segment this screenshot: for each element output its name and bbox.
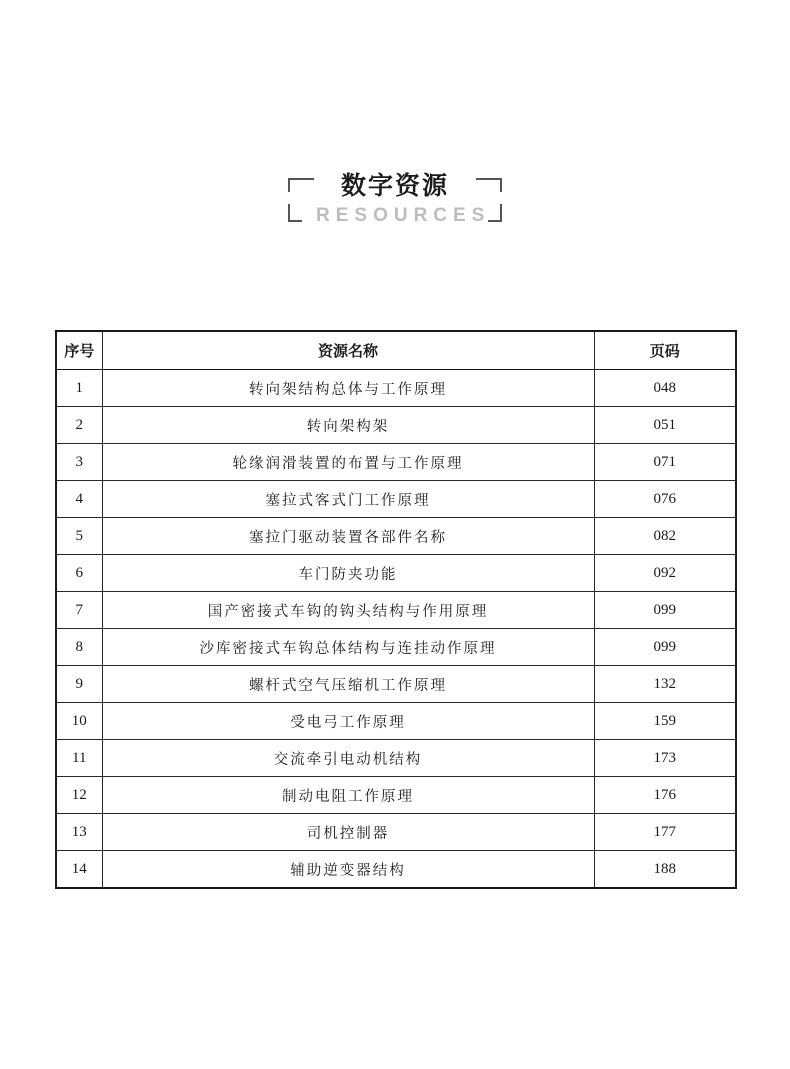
table-row <box>56 407 736 444</box>
page-number: 188 <box>594 851 736 889</box>
resource-name: 转向架结构总体与工作原理 <box>102 370 594 407</box>
row-number: 8 <box>56 629 102 666</box>
resources-table <box>55 330 737 889</box>
resource-name: 塞拉门驱动装置各部件名称 <box>102 518 594 555</box>
resource-name: 交流牵引电动机结构 <box>102 740 594 777</box>
table-row <box>56 851 736 889</box>
row-number: 12 <box>56 777 102 814</box>
resource-name: 转向架构架 <box>102 407 594 444</box>
resource-name: 车门防夹功能 <box>102 555 594 592</box>
page-number: 071 <box>594 444 736 481</box>
row-number: 11 <box>56 740 102 777</box>
row-number: 5 <box>56 518 102 555</box>
corner-bracket-bottom-right <box>488 204 502 222</box>
table-row <box>56 629 736 666</box>
page-number: 173 <box>594 740 736 777</box>
column-header-page: 页码 <box>594 331 736 370</box>
page-number: 099 <box>594 592 736 629</box>
page-number: 092 <box>594 555 736 592</box>
table-header-row <box>56 331 736 370</box>
section-heading <box>288 170 502 226</box>
table-row <box>56 703 736 740</box>
page-number: 159 <box>594 703 736 740</box>
column-header-name: 资源名称 <box>102 331 594 370</box>
resource-name: 辅助逆变器结构 <box>102 851 594 889</box>
page-number: 177 <box>594 814 736 851</box>
page-subtitle: RESOURCES <box>316 205 491 226</box>
table-row <box>56 370 736 407</box>
resource-name: 塞拉式客式门工作原理 <box>102 481 594 518</box>
table-row <box>56 592 736 629</box>
row-number: 3 <box>56 444 102 481</box>
row-number: 2 <box>56 407 102 444</box>
row-number: 9 <box>56 666 102 703</box>
page-number: 051 <box>594 407 736 444</box>
page-number: 082 <box>594 518 736 555</box>
resource-name: 制动电阻工作原理 <box>102 777 594 814</box>
resource-name: 螺杆式空气压缩机工作原理 <box>102 666 594 703</box>
page-number: 132 <box>594 666 736 703</box>
table-row <box>56 666 736 703</box>
table-row <box>56 555 736 592</box>
resource-name: 轮缘润滑装置的布置与工作原理 <box>102 444 594 481</box>
column-header-no: 序号 <box>56 331 102 370</box>
row-number: 7 <box>56 592 102 629</box>
row-number: 6 <box>56 555 102 592</box>
table-row <box>56 518 736 555</box>
row-number: 1 <box>56 370 102 407</box>
resource-name: 司机控制器 <box>102 814 594 851</box>
page-number: 048 <box>594 370 736 407</box>
page-number: 099 <box>594 629 736 666</box>
resource-name: 受电弓工作原理 <box>102 703 594 740</box>
resource-name: 沙库密接式车钩总体结构与连挂动作原理 <box>102 629 594 666</box>
page-title: 数字资源 <box>340 171 449 200</box>
row-number: 10 <box>56 703 102 740</box>
row-number: 4 <box>56 481 102 518</box>
table-row <box>56 740 736 777</box>
page-number: 176 <box>594 777 736 814</box>
corner-bracket-bottom-left <box>288 204 302 222</box>
resource-name: 国产密接式车钩的钩头结构与作用原理 <box>102 592 594 629</box>
row-number: 14 <box>56 851 102 889</box>
table-row <box>56 481 736 518</box>
page-number: 076 <box>594 481 736 518</box>
table-row <box>56 814 736 851</box>
table-row <box>56 777 736 814</box>
row-number: 13 <box>56 814 102 851</box>
table-row <box>56 444 736 481</box>
